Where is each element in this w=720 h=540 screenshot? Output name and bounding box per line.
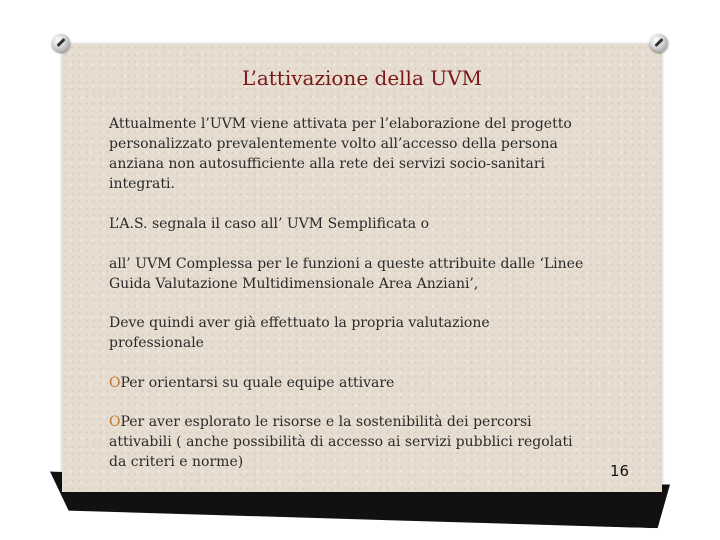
paragraph-report: L’A.S. segnala il caso all’ UVM Semplificata o xyxy=(109,216,430,232)
slide-title: L’attivazione della UVM xyxy=(242,66,482,90)
bullet-text: Per aver esplorato le risorse e la sostenibilità dei percorsi attivabili ( anche possibilità di accesso ai servizi pubblici regolati da criteri e norme) xyxy=(109,414,573,470)
pushpin-icon xyxy=(650,34,668,52)
bullet-marker-icon: O xyxy=(109,375,121,391)
paragraph-uvm-complex: all’ UVM Complessa per le funzioni a queste attribuite dalle ‘Linee Guida Valutazione Multidimensionale Area Anziani’, xyxy=(109,256,584,292)
page-number: 16 xyxy=(610,462,630,480)
paragraph-evaluation: Deve quindi aver già effettuato la propria valutazione professionale xyxy=(109,315,490,351)
bullet-item xyxy=(109,412,589,472)
bullet-item xyxy=(109,373,589,393)
paragraph-activation: Attualmente l’UVM viene attivata per l’elaborazione del progetto personalizzato prevalentemente volto all’accesso della persona anziana non autosufficiente alla rete dei servizi socio-sanitari integrati. xyxy=(109,116,572,192)
pushpin-icon xyxy=(52,34,70,52)
bullet-text: Per orientarsi su quale equipe attivare xyxy=(120,375,395,391)
bullet-marker-icon: O xyxy=(109,414,121,430)
